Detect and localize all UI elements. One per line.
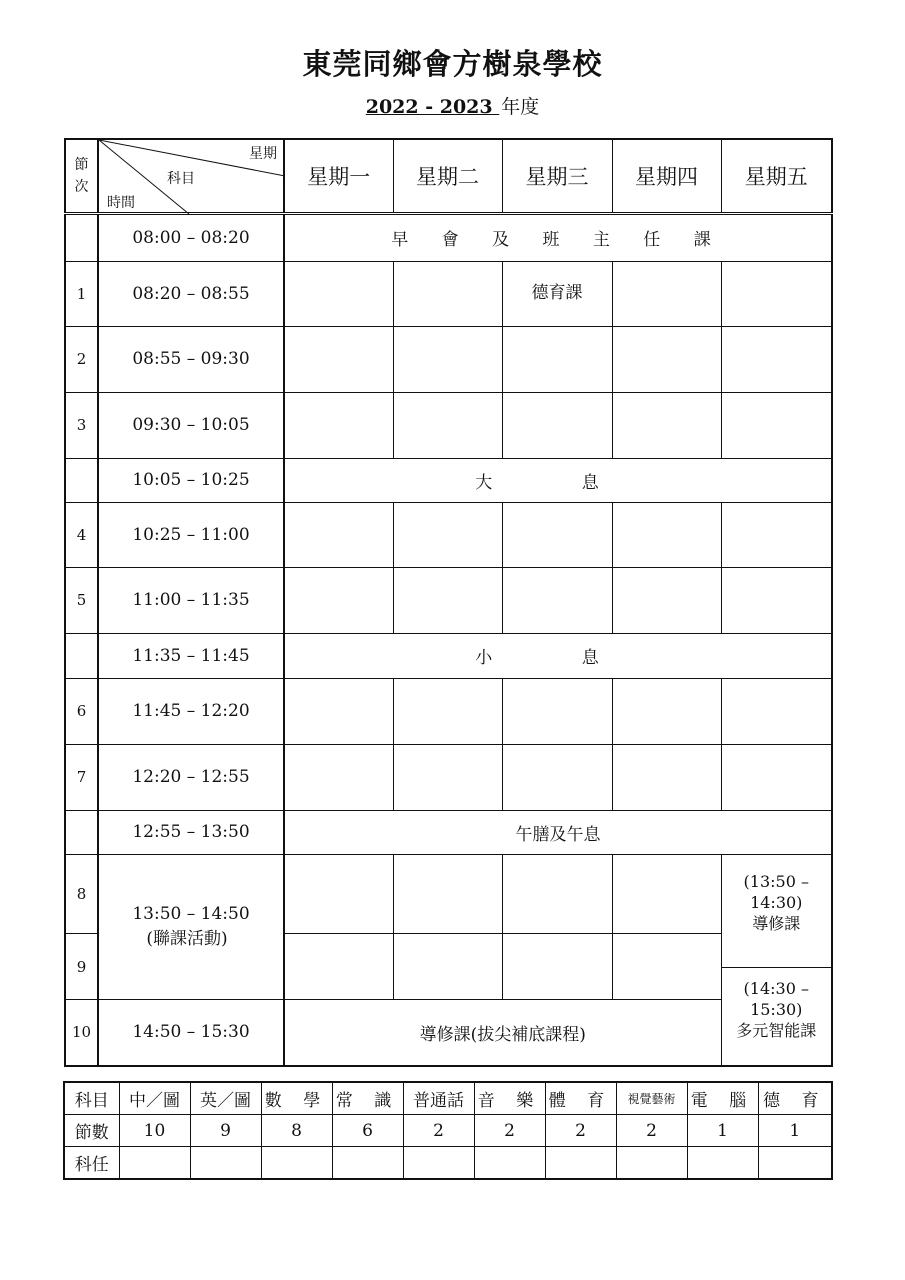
slot-cell — [502, 744, 612, 810]
row-period-7 — [65, 744, 832, 810]
time-cell: 10:25 – 11:00 — [98, 502, 284, 567]
slot-cell — [502, 567, 612, 633]
teacher-cell — [261, 1147, 332, 1180]
timetable — [64, 138, 833, 1067]
subject-row — [64, 1082, 832, 1115]
row-label: 科任 — [64, 1147, 119, 1180]
subject-name: 體 育 — [545, 1082, 616, 1115]
tutorial-cell: 導修課(拔尖補底課程) — [284, 1000, 721, 1066]
slot-cell — [284, 392, 393, 458]
school-title: 東莞同鄉會方樹泉學校 — [302, 47, 603, 81]
period-no: 2 — [65, 326, 98, 392]
time-cell: 09:30 – 10:05 — [98, 392, 284, 458]
recess-cell: 小 息 — [284, 633, 832, 678]
day-header-mon: 星期一 — [284, 139, 393, 213]
teacher-cell — [758, 1147, 832, 1180]
row-period-5 — [65, 567, 832, 633]
teacher-cell — [687, 1147, 758, 1180]
period-no — [65, 810, 98, 854]
slot-cell — [284, 261, 393, 326]
slot-cell — [393, 678, 502, 744]
row-period-2 — [65, 326, 832, 392]
period-count: 2 — [545, 1115, 616, 1147]
time-cell: 08:00 – 08:20 — [98, 213, 284, 261]
slot-cell — [284, 567, 393, 633]
period-count: 1 — [758, 1115, 832, 1147]
time-cell: 11:00 – 11:35 — [98, 567, 284, 633]
slot-cell — [721, 326, 832, 392]
time-cell: 08:55 – 09:30 — [98, 326, 284, 392]
slot-cell — [284, 934, 393, 1000]
subject-name: 數 學 — [261, 1082, 332, 1115]
row-recess-1 — [65, 458, 832, 502]
slot-cell — [502, 326, 612, 392]
subject-name: 德 育 — [758, 1082, 832, 1115]
slot-cell — [393, 261, 502, 326]
time-cell: 12:55 – 13:50 — [98, 810, 284, 854]
period-no: 7 — [65, 744, 98, 810]
day-header-fri: 星期五 — [721, 139, 832, 213]
corner-subject-label: 科目 — [167, 171, 195, 187]
slot-cell — [612, 392, 721, 458]
period-no: 10 — [65, 1000, 98, 1066]
period-no: 3 — [65, 392, 98, 458]
friday-multi-intelligence-cell — [721, 934, 832, 1066]
time-cell: 11:35 – 11:45 — [98, 633, 284, 678]
time-cell-activity — [98, 854, 284, 1000]
slot-cell — [284, 502, 393, 567]
slot-cell — [393, 934, 502, 1000]
slot-cell — [721, 744, 832, 810]
slot-cell — [393, 326, 502, 392]
subject-name: 中／圖 — [119, 1082, 190, 1115]
period-no — [65, 458, 98, 502]
period-col-header — [65, 139, 98, 213]
slot-cell — [612, 744, 721, 810]
period-col-label: 節次 — [74, 156, 89, 195]
year-suffix: 年度 — [501, 96, 540, 118]
corner-cell — [98, 139, 284, 213]
fri-b-block — [722, 967, 832, 1041]
slot-cell — [721, 502, 832, 567]
row-lunch — [65, 810, 832, 854]
slot-cell — [393, 392, 502, 458]
slot-cell — [393, 567, 502, 633]
slot-cell — [612, 261, 721, 326]
period-no: 4 — [65, 502, 98, 567]
subject-name: 音 樂 — [474, 1082, 545, 1115]
subject-name: 英／圖 — [190, 1082, 261, 1115]
slot-cell — [502, 934, 612, 1000]
slot-cell — [502, 392, 612, 458]
slot-cell — [612, 567, 721, 633]
period-count: 6 — [332, 1115, 403, 1147]
header-row — [65, 139, 832, 213]
row-label: 科目 — [64, 1082, 119, 1115]
assembly-cell: 早 會 及 班 主 任 課 — [284, 213, 832, 261]
slot-cell — [612, 502, 721, 567]
row-period-1 — [65, 261, 832, 326]
period-count: 2 — [474, 1115, 545, 1147]
time-cell: 08:20 – 08:55 — [98, 261, 284, 326]
slot-cell — [721, 678, 832, 744]
slot-cell — [284, 326, 393, 392]
teacher-cell — [545, 1147, 616, 1180]
row-period-3 — [65, 392, 832, 458]
fri-b-line2: 15:30) — [750, 999, 803, 1019]
row-period-8 — [65, 854, 832, 934]
time-cell: 12:20 – 12:55 — [98, 744, 284, 810]
recess-cell: 大 息 — [284, 458, 832, 502]
slot-cell — [721, 567, 832, 633]
teacher-row — [64, 1147, 832, 1180]
period-count: 10 — [119, 1115, 190, 1147]
day-header-tue: 星期二 — [393, 139, 502, 213]
activity-time: 13:50 – 14:50 — [132, 904, 250, 925]
period-count: 2 — [616, 1115, 687, 1147]
slot-cell — [612, 854, 721, 934]
row-label: 節數 — [64, 1115, 119, 1147]
subject-name: 視覺藝術 — [616, 1082, 687, 1115]
time-cell: 14:50 – 15:30 — [98, 1000, 284, 1066]
day-header-thu: 星期四 — [612, 139, 721, 213]
moral-education-cell: 德育課 — [502, 261, 612, 326]
slot-cell — [393, 502, 502, 567]
time-cell: 11:45 – 12:20 — [98, 678, 284, 744]
period-count: 2 — [403, 1115, 474, 1147]
slot-cell — [502, 502, 612, 567]
slot-cell — [721, 392, 832, 458]
fri-a-line1: (13:50 – — [743, 871, 809, 891]
slot-cell — [284, 744, 393, 810]
period-no: 8 — [65, 854, 98, 934]
year-range: 2022 - 2023 — [365, 96, 500, 118]
subject-name: 常 識 — [332, 1082, 403, 1115]
school-year — [0, 92, 905, 119]
row-assembly — [65, 213, 832, 261]
period-no: 9 — [65, 934, 98, 1000]
slot-cell — [502, 854, 612, 934]
lunch-cell: 午膳及午息 — [284, 810, 832, 854]
slot-cell — [393, 854, 502, 934]
slot-cell — [612, 934, 721, 1000]
subject-table — [63, 1081, 833, 1180]
time-cell: 10:05 – 10:25 — [98, 458, 284, 502]
friday-tutorial-cell — [721, 854, 832, 934]
fri-a-line2: 14:30) — [750, 892, 803, 912]
activity-note: (聯課活動) — [146, 929, 228, 950]
slot-cell — [284, 678, 393, 744]
slot-cell — [284, 854, 393, 934]
period-no: 6 — [65, 678, 98, 744]
corner-day-label: 星期 — [249, 146, 277, 162]
slot-cell — [721, 261, 832, 326]
subject-name: 普通話 — [403, 1082, 474, 1115]
row-period-10 — [65, 1000, 832, 1066]
period-count: 1 — [687, 1115, 758, 1147]
slot-cell — [502, 678, 612, 744]
fri-b-line3: 多元智能課 — [736, 1020, 817, 1040]
row-period-4 — [65, 502, 832, 567]
slot-cell — [393, 744, 502, 810]
teacher-cell — [190, 1147, 261, 1180]
corner-time-label: 時間 — [107, 195, 135, 211]
period-no: 5 — [65, 567, 98, 633]
teacher-cell — [332, 1147, 403, 1180]
slot-cell — [612, 678, 721, 744]
row-period-6 — [65, 678, 832, 744]
period-no: 1 — [65, 261, 98, 326]
period-count: 9 — [190, 1115, 261, 1147]
period-no — [65, 213, 98, 261]
period-no — [65, 633, 98, 678]
teacher-cell — [616, 1147, 687, 1180]
fri-b-line1: (14:30 – — [743, 978, 809, 998]
periods-row — [64, 1115, 832, 1147]
day-header-wed: 星期三 — [502, 139, 612, 213]
slot-cell — [612, 326, 721, 392]
subject-name: 電 腦 — [687, 1082, 758, 1115]
period-count: 8 — [261, 1115, 332, 1147]
row-recess-2 — [65, 633, 832, 678]
teacher-cell — [403, 1147, 474, 1180]
fri-a-line3: 導修課 — [752, 913, 801, 933]
teacher-cell — [474, 1147, 545, 1180]
teacher-cell — [119, 1147, 190, 1180]
